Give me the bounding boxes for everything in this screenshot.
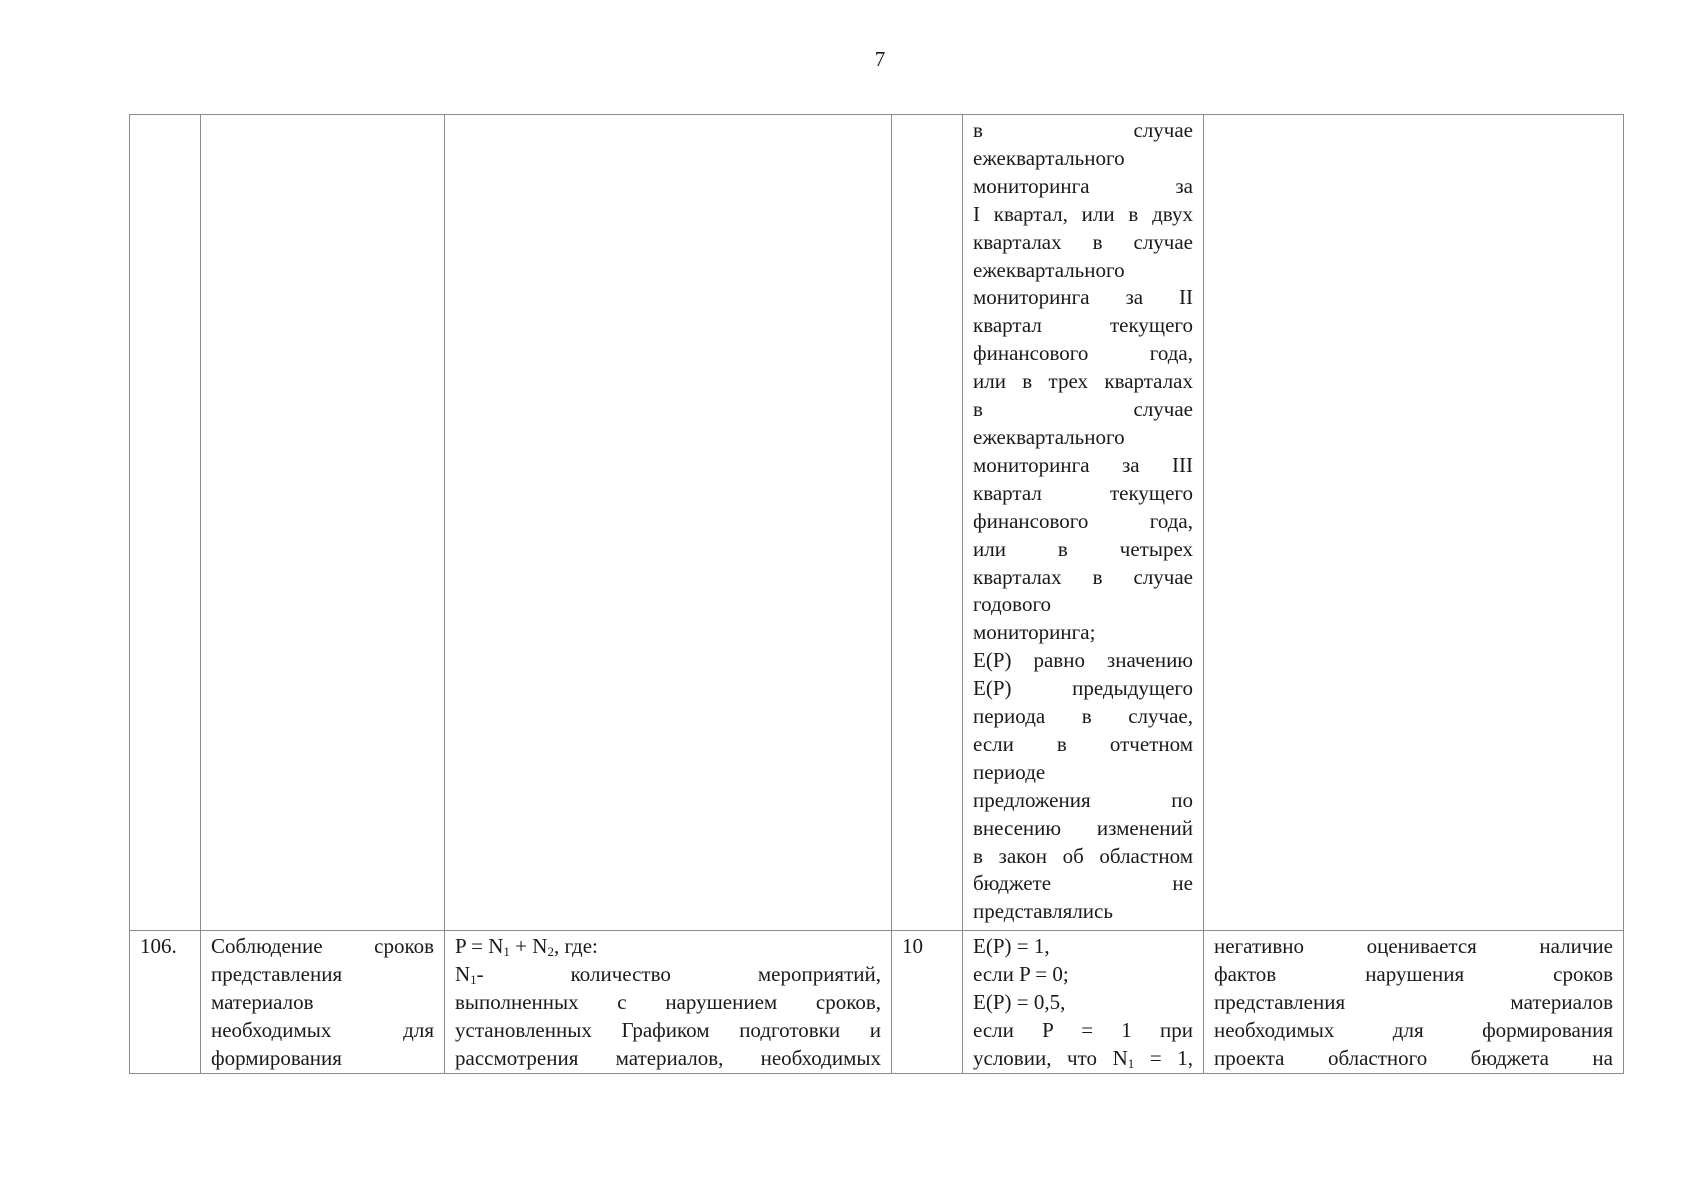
evaluation-line: кварталах в случае	[973, 564, 1193, 589]
evaluation-line: мониторинга за II	[973, 285, 1193, 310]
evaluation-line: ежеквартального	[973, 424, 1125, 449]
formula-line: выполненных с нарушением сроков,	[455, 989, 881, 1014]
cell-indicator-name	[201, 931, 445, 1074]
evaluation-line: E(P) предыдущего	[973, 676, 1193, 701]
evaluation-line: мониторинга за III	[973, 452, 1193, 477]
evaluation-text	[973, 117, 1193, 926]
evaluation-line: в закон об областном	[973, 843, 1193, 868]
table-row-continuation	[130, 115, 1624, 931]
cell-formula	[445, 115, 892, 931]
evaluation-line: если P = 1 при	[973, 1017, 1193, 1042]
indicator-name-line: материалов	[211, 989, 314, 1014]
evaluation-line: мониторинга за	[973, 173, 1193, 198]
page-number: 7	[874, 47, 886, 71]
formula-line: $N_1-$ количество мероприятий,	[455, 961, 881, 987]
evaluation-line: в случае	[973, 397, 1193, 422]
cell-formula	[445, 931, 892, 1074]
indicator-name-line: Соблюдение сроков	[211, 934, 434, 958]
evaluation-line: если P = 0;	[973, 961, 1069, 986]
evaluation-line: если в отчетном	[973, 731, 1193, 756]
cell-comment	[1204, 115, 1624, 931]
evaluation-line: ежеквартального	[973, 257, 1125, 282]
indicator-name-line: формирования	[211, 1045, 342, 1070]
evaluation-line: годового	[973, 592, 1052, 617]
evaluation-line: квартал текущего	[973, 480, 1193, 505]
evaluation-line: квартал текущего	[973, 313, 1193, 338]
formula-line: установленных Графиком подготовки и	[455, 1017, 881, 1042]
evaluation-line: ежеквартального	[973, 145, 1125, 170]
cell-number	[130, 115, 201, 931]
evaluation-line: предложения по	[973, 787, 1193, 812]
evaluation-line: или в четырех	[973, 536, 1193, 561]
cell-weight: 10	[892, 931, 963, 1074]
cell-number: 106.	[130, 931, 201, 1074]
evaluation-line: периоде	[973, 759, 1046, 784]
evaluation-line: E(P) = 0,5,	[973, 989, 1066, 1014]
evaluation-line: финансового года,	[973, 508, 1193, 533]
evaluation-line: представлялись	[973, 899, 1113, 924]
table-row-106	[130, 931, 1624, 1074]
comment-line: представления материалов	[1214, 989, 1613, 1014]
evaluation-line: в случае	[973, 118, 1193, 142]
cell-evaluation	[963, 115, 1204, 931]
formula-line: рассмотрения материалов, необходимых	[455, 1045, 881, 1070]
evaluation-line: бюджете не	[973, 871, 1193, 896]
cell-indicator-name	[201, 115, 445, 931]
cell-comment	[1204, 931, 1624, 1074]
indicators-table	[129, 114, 1624, 1074]
evaluation-line: или в трех кварталах	[973, 369, 1193, 394]
evaluation-line: I квартал, или в двух	[973, 201, 1193, 226]
comment-line: фактов нарушения сроков	[1214, 961, 1613, 986]
comment-text	[1214, 933, 1613, 1073]
evaluation-line: E(P) равно значению	[973, 648, 1193, 673]
indicator-name-line: необходимых для	[211, 1017, 434, 1042]
comment-line: проекта областного бюджета на	[1214, 1045, 1613, 1070]
evaluation-line: финансового года,	[973, 341, 1193, 366]
evaluation-line: кварталах в случае	[973, 229, 1193, 254]
cell-weight	[892, 115, 963, 931]
evaluation-line: условии, что $N_1 = 1$,	[973, 1045, 1193, 1071]
cell-evaluation	[963, 931, 1204, 1074]
comment-line: необходимых для формирования	[1214, 1017, 1613, 1042]
comment-line: негативно оценивается наличие	[1214, 934, 1613, 958]
formula-line: $P = N_1 + N_2$, где:	[455, 934, 598, 959]
indicator-name-text	[211, 933, 434, 1073]
evaluation-line: мониторинга;	[973, 620, 1096, 645]
evaluation-line: E(P) = 1,	[973, 934, 1050, 958]
evaluation-line: периода в случае,	[973, 704, 1193, 729]
evaluation-line: внесению изменений	[973, 815, 1193, 840]
indicator-name-line: представления	[211, 961, 343, 986]
